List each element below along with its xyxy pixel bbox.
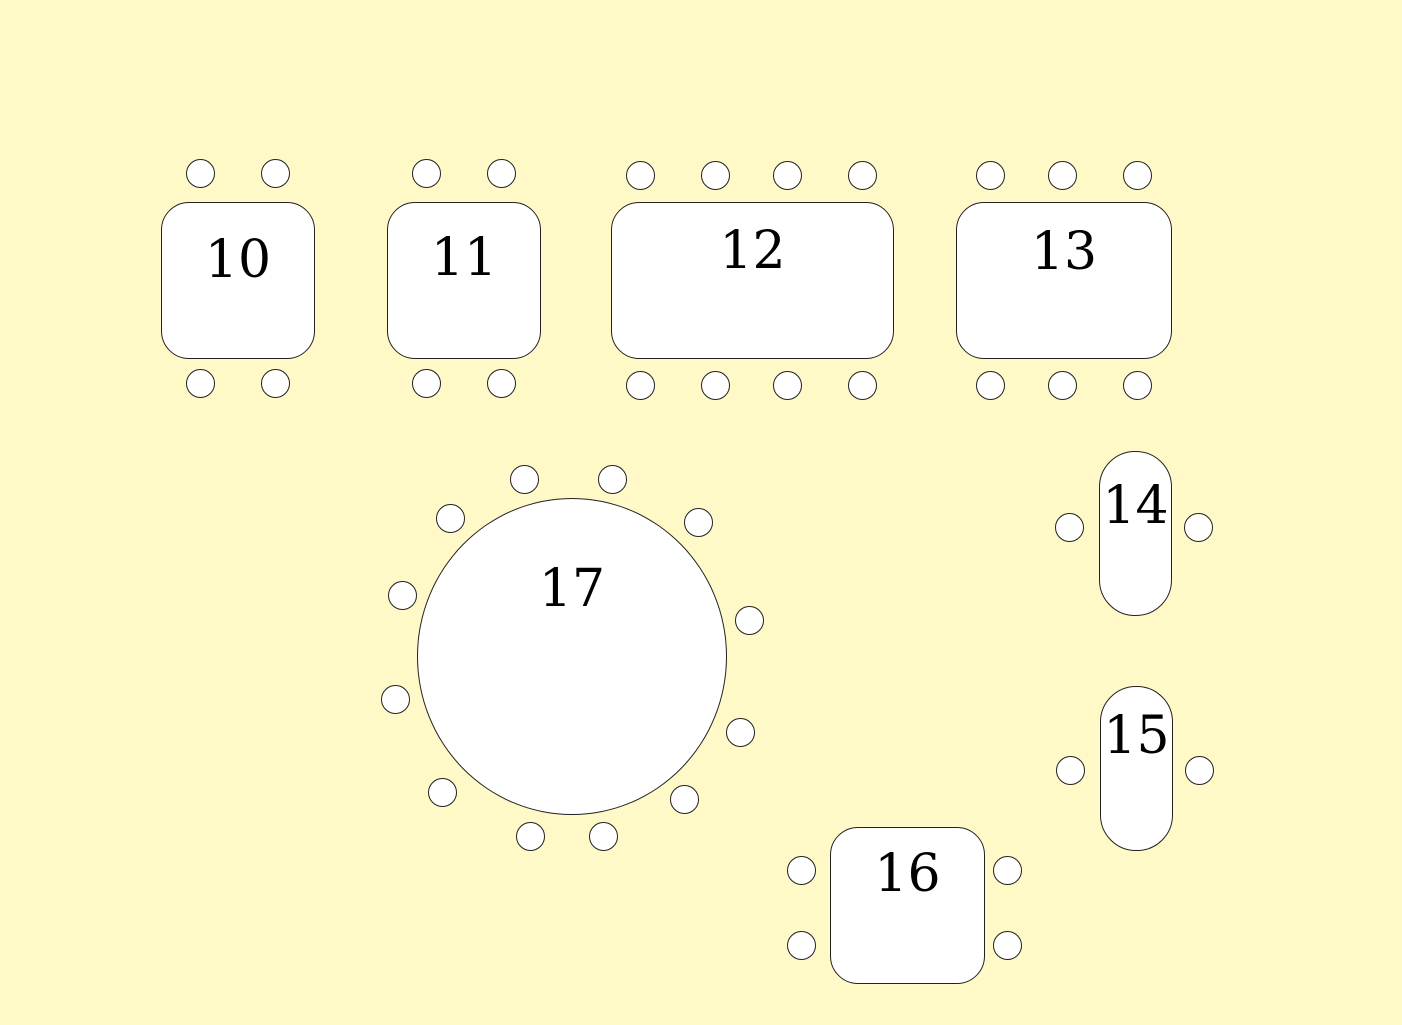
chair[interactable]	[598, 465, 627, 494]
chair[interactable]	[589, 822, 618, 851]
chair[interactable]	[993, 856, 1022, 885]
table-number: 11	[430, 228, 498, 288]
chair[interactable]	[510, 465, 539, 494]
chair[interactable]	[388, 581, 417, 610]
chair[interactable]	[848, 371, 877, 400]
chair[interactable]	[735, 606, 764, 635]
chair[interactable]	[428, 778, 457, 807]
chair[interactable]	[701, 161, 730, 190]
chair[interactable]	[976, 371, 1005, 400]
chair[interactable]	[670, 785, 699, 814]
chair[interactable]	[1048, 161, 1077, 190]
chair[interactable]	[701, 371, 730, 400]
chair[interactable]	[261, 369, 290, 398]
chair[interactable]	[787, 856, 816, 885]
chair[interactable]	[1123, 161, 1152, 190]
chair[interactable]	[516, 822, 545, 851]
chair[interactable]	[436, 504, 465, 533]
table-12[interactable]	[611, 202, 894, 359]
chair[interactable]	[626, 371, 655, 400]
table-11[interactable]	[387, 202, 541, 359]
chair[interactable]	[787, 931, 816, 960]
table-number: 12	[719, 221, 786, 281]
table-number: 15	[1103, 706, 1170, 766]
table-15[interactable]	[1100, 686, 1173, 851]
chair[interactable]	[1123, 371, 1152, 400]
chair[interactable]	[412, 369, 441, 398]
chair[interactable]	[726, 718, 755, 747]
chair[interactable]	[848, 161, 877, 190]
chair[interactable]	[1056, 756, 1085, 785]
chair[interactable]	[1055, 513, 1084, 542]
chair[interactable]	[186, 369, 215, 398]
chair[interactable]	[993, 931, 1022, 960]
chair[interactable]	[487, 369, 516, 398]
chair[interactable]	[487, 159, 516, 188]
table-13[interactable]	[956, 202, 1172, 359]
table-number: 16	[874, 844, 941, 904]
table-10[interactable]	[161, 202, 315, 359]
table-14[interactable]	[1099, 451, 1172, 616]
chair[interactable]	[626, 161, 655, 190]
chair[interactable]	[261, 159, 290, 188]
table-number: 14	[1102, 476, 1169, 536]
table-number: 13	[1030, 222, 1098, 282]
chair[interactable]	[1048, 371, 1077, 400]
chair[interactable]	[412, 159, 441, 188]
chair[interactable]	[381, 685, 410, 714]
chair[interactable]	[773, 161, 802, 190]
chair[interactable]	[684, 508, 713, 537]
chair[interactable]	[773, 371, 802, 400]
chair[interactable]	[1184, 513, 1213, 542]
chair[interactable]	[186, 159, 215, 188]
chair[interactable]	[976, 161, 1005, 190]
table-16[interactable]	[830, 827, 985, 984]
table-17[interactable]	[417, 498, 727, 815]
chair[interactable]	[1185, 756, 1214, 785]
table-number: 10	[204, 230, 272, 290]
table-number: 17	[538, 559, 606, 619]
